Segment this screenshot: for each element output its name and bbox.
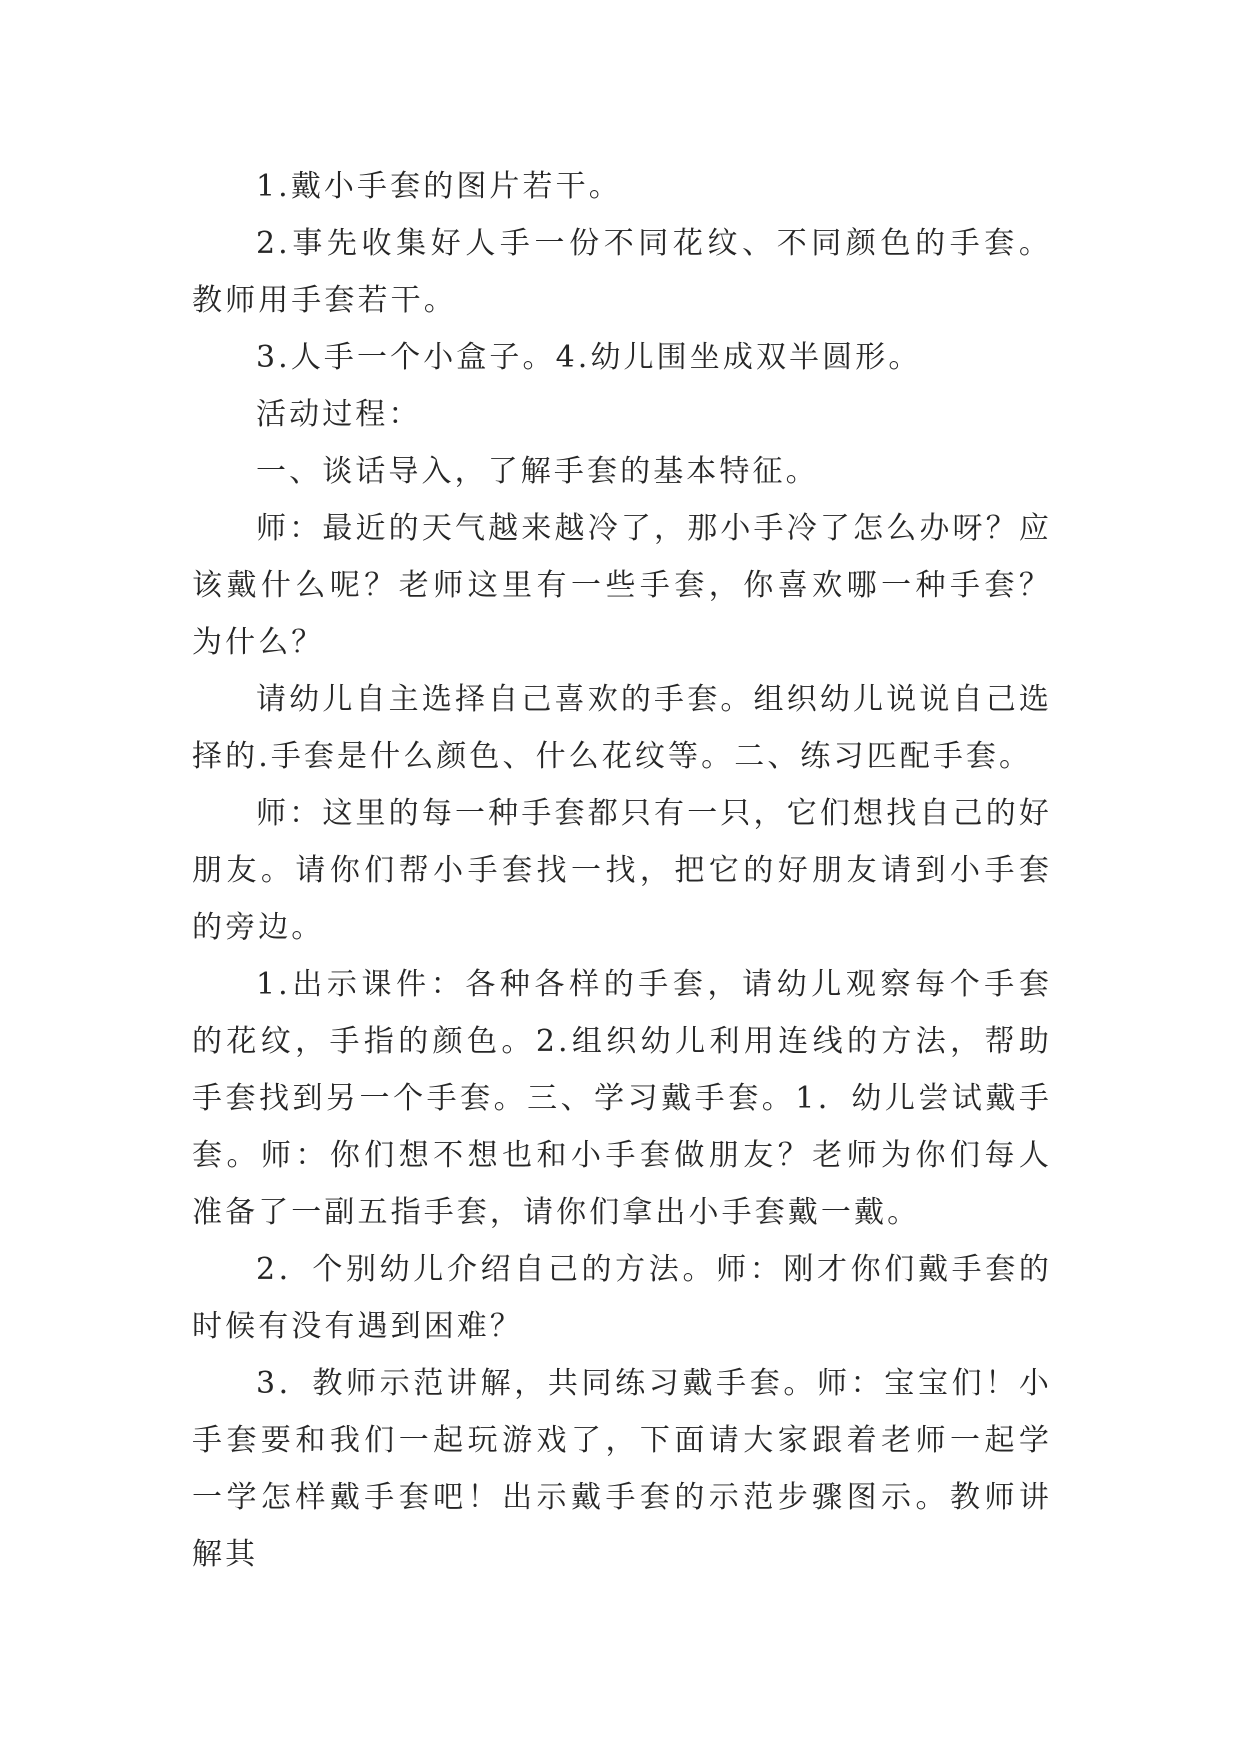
paragraph: 师：这里的每一种手套都只有一只，它们想找自己的好朋友。请你们帮小手套找一找，把它的好朋友请到小手套的旁边。	[192, 796, 1052, 945]
section-heading: 一、谈话导入，了解手套的基本特征。	[256, 454, 819, 489]
paragraph: 2.事先收集好人手一份不同花纹、不同颜色的手套。教师用手套若干。	[192, 226, 1052, 318]
paragraph: 请幼儿自主选择自己喜欢的手套。组织幼儿说说自己选择的.手套是什么颜色、什么花纹等。二、练习匹配手套。	[192, 682, 1052, 774]
document-body	[192, 158, 1052, 1583]
paragraph: 3.人手一个小盒子。4.幼儿围坐成双半圆形。	[256, 340, 922, 375]
section-heading: 活动过程：	[256, 397, 422, 432]
paragraph: 师：最近的天气越来越冷了，那小手冷了怎么办呀？应该戴什么呢？老师这里有一些手套，你喜欢哪一种手套？为什么？	[192, 511, 1052, 660]
paragraph: 3．教师示范讲解，共同练习戴手套。师：宝宝们！小手套要和我们一起玩游戏了，下面请大家跟着老师一起学一学怎样戴手套吧！出示戴手套的示范步骤图示。教师讲解其	[192, 1366, 1052, 1572]
paragraph: 1.出示课件：各种各样的手套，请幼儿观察每个手套的花纹，手指的颜色。2.组织幼儿利用连线的方法，帮助手套找到另一个手套。三、学习戴手套。1．幼儿尝试戴手套。师：你们想不想也和小手套做朋友？老师为你们每人准备了一副五指手套，请你们拿出小手套戴一戴。	[192, 967, 1052, 1230]
paragraph: 1.戴小手套的图片若干。	[256, 169, 622, 204]
paragraph: 2．个别幼儿介绍自己的方法。师：刚才你们戴手套的时候有没有遇到困难？	[192, 1252, 1052, 1344]
